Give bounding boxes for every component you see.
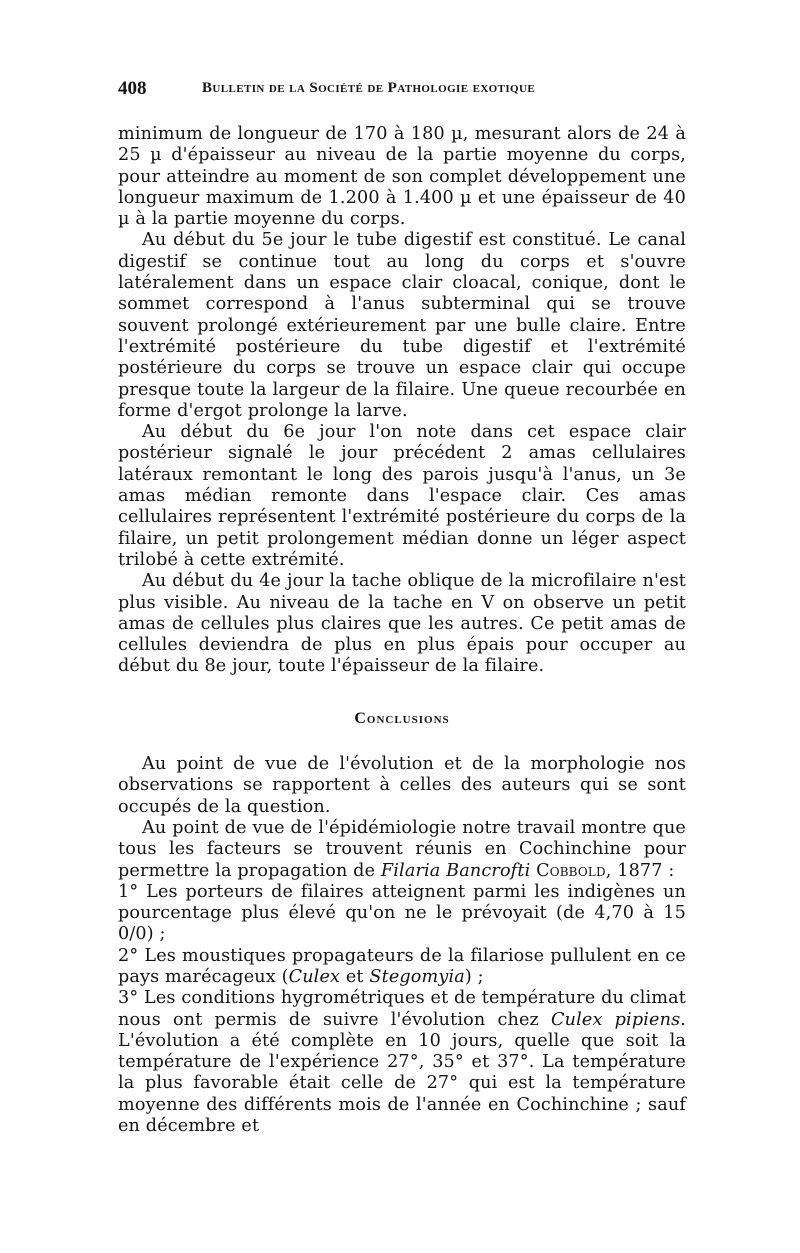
author-year: , 1877 : <box>605 860 675 881</box>
conclusion-item-2-text: 2° Les moustiques propagateurs de la filariose pullulent en ce pays marécageux ( <box>118 945 686 987</box>
conclusion-epidemiology <box>118 818 686 882</box>
conclusion-item-1: 1° Les porteurs de filaires atteignent parmi les indigènes un pourcentage plus élevé qu'on ne le prévoyait (de 4,70 à 15 0/0) ; <box>118 881 686 945</box>
species-culex-pipiens: Culex pipiens <box>551 1009 681 1030</box>
conclusion-item-3 <box>118 988 686 1137</box>
article-body <box>118 124 686 1137</box>
conclusion-item-3-text: 3° Les conditions hygrométriques et de température du climat nous ont permis de suivre l'évolution chez <box>118 988 687 1030</box>
author-name: Cobbold <box>536 860 606 881</box>
genus-culex: Culex <box>288 966 341 987</box>
conclusion-item-3-end: . L'évolution a été complète en 10 jours, quelle que soit la température de l'expérience 27°, 35° et 37°. La température la plus favorable était celle de 27° qui est la température moyenne des différents mois de l'année en Cochinchine ; sauf en décembre et <box>118 1009 686 1137</box>
conclusion-item-2-end: ) ; <box>464 966 484 987</box>
section-title-conclusions: Conclusions <box>354 709 450 727</box>
genus-stegomyia: Stegomyia <box>369 966 465 987</box>
paragraph-larva-size: minimum de longueur de 170 à 180 µ, mesurant alors de 24 à 25 µ d'épaisseur au niveau de la partie moyenne du corps, pour atteindre au moment de son complet développement une longueur maximum de 1.200 à 1.400 µ et une épaisseur de 40 µ à la partie moyenne du corps. <box>118 124 686 230</box>
page-number: 408 <box>118 78 147 99</box>
paragraph-day-5: Au début du 5e jour le tube digestif est constitué. Le canal digestif se continue tout au long du corps et s'ouvre latéralement dans un espace clair cloacal, conique, dont le sommet correspond à l'anus subterminal qui se trouve souvent prolongé extérieurement par une bulle claire. Entre l'extrémité postérieure du tube digestif et l'extrémité postérieure du corps se trouve un espace clair qui occupe presque toute la largeur de la filaire. Une queue recourbée en forme d'ergot prolonge la larve. <box>118 230 686 421</box>
conclusion-item-2 <box>118 946 686 989</box>
conclusion-morphology: Au point de vue de l'évolution et de la morphologie nos observations se rapportent à celles des auteurs qui se sont occupés de la question. <box>118 754 686 817</box>
species-name: Filaria Bancrofti <box>380 860 531 881</box>
conclusion-epidemiology-text: Au point de vue de l'épidémiologie notre travail montre que tous les facteurs se trouvent réunis en Cochinchine pour permettre la propagation de <box>118 817 686 881</box>
document-page <box>118 78 686 1137</box>
paragraph-day-6: Au début du 6e jour l'on note dans cet espace clair postérieur signalé le jour précédent 2 amas cellulaires latéraux remontant le long des parois jusqu'à l'anus, un 3e amas médian remonte dans l'espace clair. Ces amas cellulaires représentent l'extrémité postérieure du corps de la filaire, un petit prolongement médian donne un léger aspect trilobé à cette extrémité. <box>118 422 686 570</box>
paragraph-day-4: Au début du 4e jour la tache oblique de la microfilaire n'est plus visible. Au niveau de la tache en V on observe un petit amas de cellules plus claires que les autres. Ce petit amas de cellules deviendra de plus en plus épais pour occuper au début du 8e jour, toute l'épaisseur de la filaire. <box>118 571 686 677</box>
journal-title: Bulletin de la Société de Pathologie exotique <box>202 80 536 96</box>
conjunction: et <box>340 966 370 987</box>
running-header <box>118 78 686 108</box>
